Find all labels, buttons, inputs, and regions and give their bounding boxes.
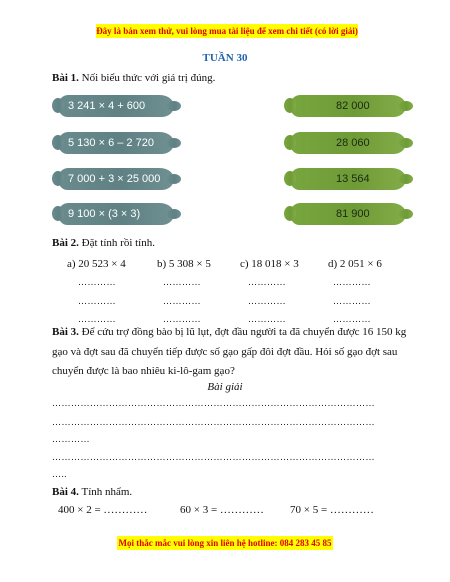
preview-banner: Đây là bản xem thử, vui lòng mua tài liệu để xem chi tiết (có lời giải) <box>96 26 358 36</box>
expression-card-3[interactable] <box>58 168 174 190</box>
answer-blank: ………… <box>333 277 371 287</box>
value-1: 82 000 <box>336 100 370 112</box>
exercise-2-item-c: c) 18 018 × 3 <box>240 258 299 270</box>
exercise-4-heading <box>52 486 132 498</box>
answer-blank: ………… <box>333 296 371 306</box>
exercise-4-item-2: 60 × 3 = ………… <box>180 504 264 516</box>
value-card-4[interactable] <box>290 203 406 225</box>
value-3: 13 564 <box>336 173 370 185</box>
answer-blank: ………… <box>78 296 116 306</box>
exercise-2-heading <box>52 237 155 249</box>
expression-1: 3 241 × 4 + 600 <box>68 100 146 112</box>
exercise-2-item-b: b) 5 308 × 5 <box>157 258 211 270</box>
answer-blank: ………… <box>78 277 116 287</box>
hotline-footer: Mọi thắc mắc vui lòng xin liên hệ hotline: 084 283 45 85 <box>118 538 332 548</box>
exercise-1-label: Bài 1. <box>52 72 79 84</box>
value-4: 81 900 <box>336 208 370 220</box>
solution-line: ………………………………………………………………………………………… <box>52 452 375 462</box>
exercise-2-label: Bài 2. <box>52 237 79 249</box>
answer-blank: ………… <box>248 314 286 324</box>
solution-line: ………………………………………………………………………………………… <box>52 417 375 427</box>
exercise-3-label: Bài 3. <box>52 326 79 338</box>
answer-blank: ………… <box>248 277 286 287</box>
exercise-3-text-1: Để cứu trợ đồng bào bị lũ lụt, đợt đầu người ta đã chuyển được 16 150 kg <box>81 326 407 338</box>
expression-card-4[interactable] <box>58 203 174 225</box>
expression-3: 7 000 + 3 × 25 000 <box>68 173 161 185</box>
answer-blank: ………… <box>163 277 201 287</box>
exercise-4-item-3: 70 × 5 = ………… <box>290 504 374 516</box>
solution-line-short: ………… <box>52 434 90 444</box>
answer-blank: ………… <box>333 314 371 324</box>
exercise-1-heading <box>52 72 215 84</box>
expression-4: 9 100 × (3 × 3) <box>68 208 141 220</box>
value-2: 28 060 <box>336 137 370 149</box>
exercise-4-item-1: 400 × 2 = ………… <box>58 504 148 516</box>
solution-line-end: ….. <box>52 469 67 479</box>
expression-card-1[interactable] <box>58 95 174 117</box>
answer-blank: ………… <box>163 296 201 306</box>
solution-heading: Bài giải <box>207 381 243 393</box>
exercise-3-line-3: chuyển được là bao nhiêu ki-lô-gam gạo? <box>52 365 235 377</box>
exercise-3-line-2: gạo và đợt sau đã chuyển tiếp được số gạo gấp đôi đợt đầu. Hỏi số gạo đợt sau <box>52 346 398 358</box>
exercise-4-text: Tính nhẩm. <box>81 486 133 498</box>
value-card-1[interactable] <box>290 95 406 117</box>
exercise-2-item-a: a) 20 523 × 4 <box>67 258 126 270</box>
answer-blank: ………… <box>248 296 286 306</box>
value-card-2[interactable] <box>290 132 406 154</box>
value-card-3[interactable] <box>290 168 406 190</box>
week-title: TUẦN 30 <box>202 52 248 64</box>
exercise-1-text: Nối biểu thức với giá trị đúng. <box>81 72 216 84</box>
answer-blank: ………… <box>163 314 201 324</box>
expression-card-2[interactable] <box>58 132 174 154</box>
exercise-3-line-1 <box>52 326 406 338</box>
exercise-2-item-d: d) 2 051 × 6 <box>328 258 382 270</box>
answer-blank: ………… <box>78 314 116 324</box>
expression-2: 5 130 × 6 – 2 720 <box>68 137 154 149</box>
solution-line: ………………………………………………………………………………………… <box>52 398 375 408</box>
exercise-2-text: Đặt tính rồi tính. <box>81 237 155 249</box>
exercise-4-label: Bài 4. <box>52 486 79 498</box>
